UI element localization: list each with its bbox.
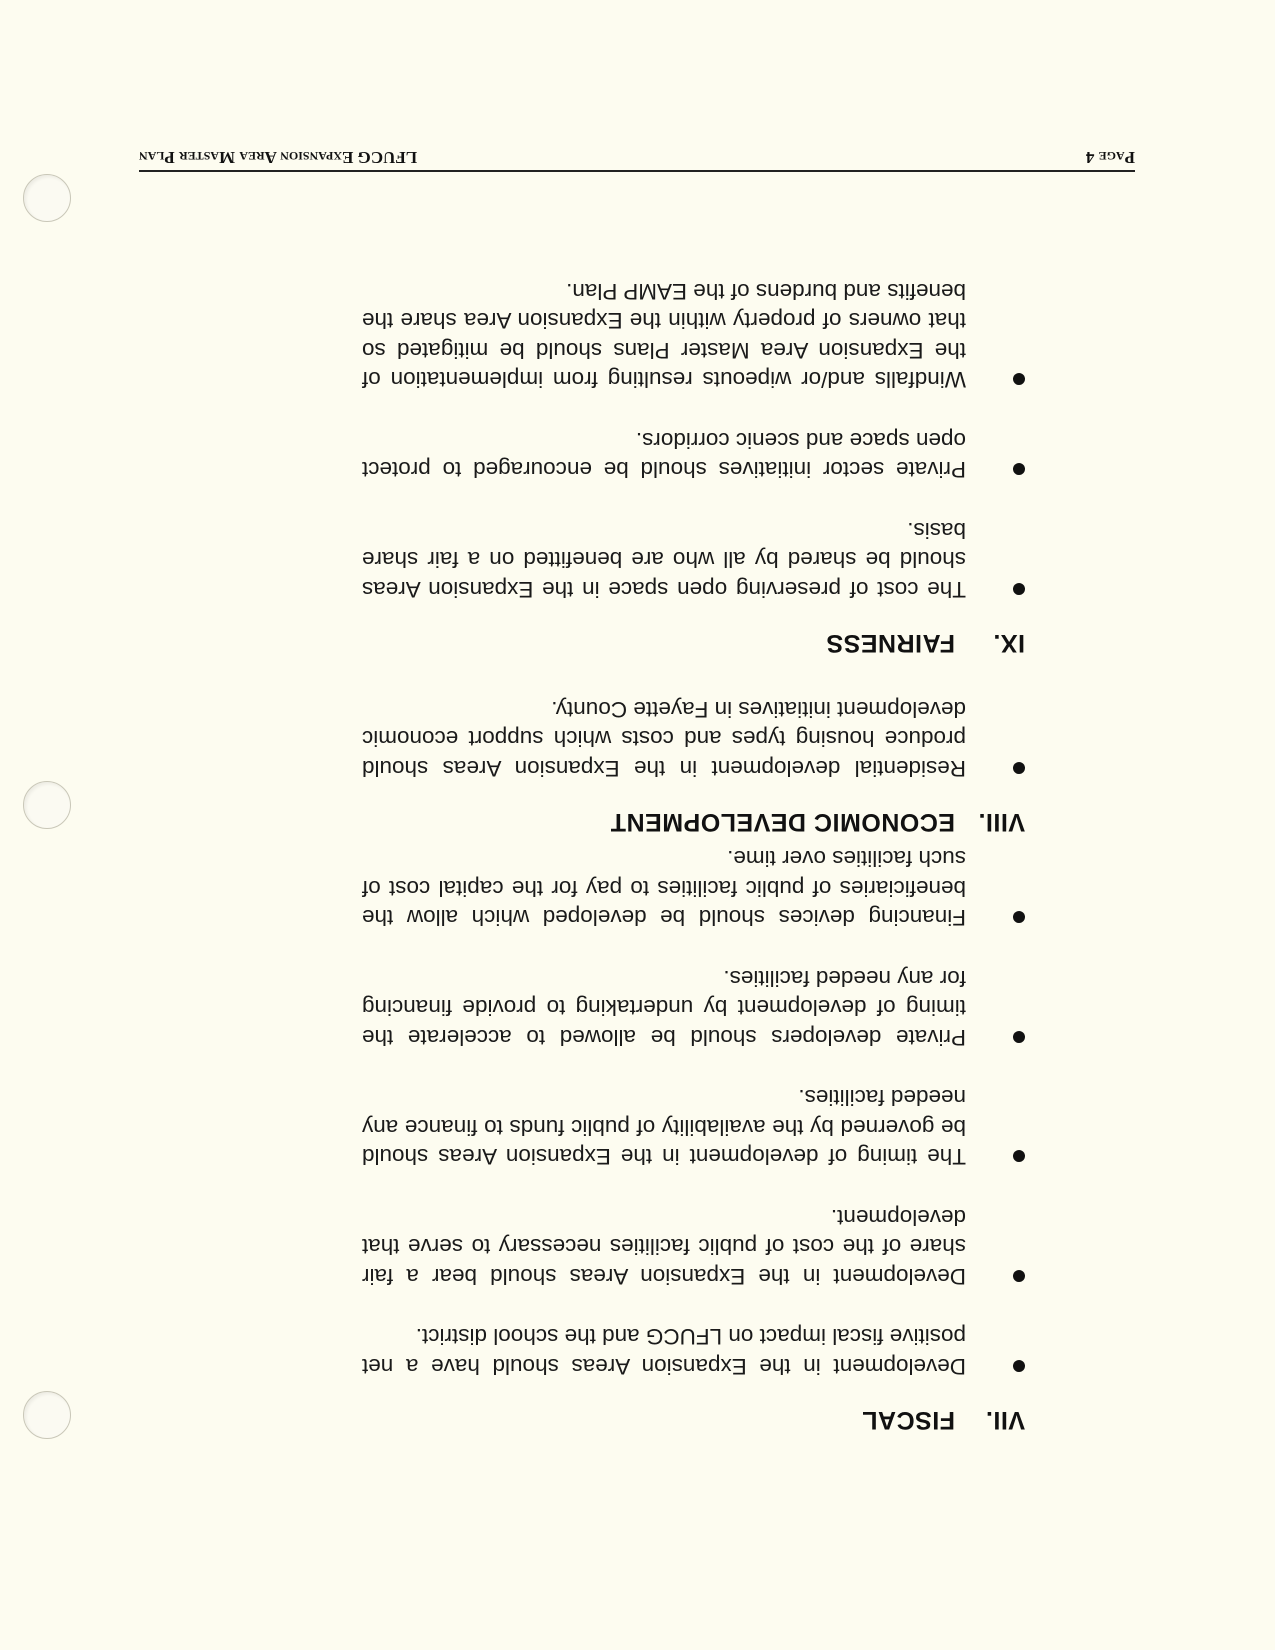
bullet-icon	[1013, 464, 1025, 476]
punch-hole-middle	[23, 781, 71, 829]
bullet-text: Residential development in the Expansion Areas should produce housing types and costs which support economic development initiatives in Fayette County.	[362, 697, 966, 781]
bullet-text: The cost of preserving open space in the Expansion Areas should be shared by all who are benefitted on a fair share basis.	[362, 518, 966, 602]
bullet-icon	[1013, 1360, 1025, 1372]
punch-hole-bottom	[23, 174, 71, 222]
list-item	[225, 277, 1025, 395]
section-economic-development	[225, 664, 1025, 837]
page-number-label: Page 4	[1085, 148, 1135, 167]
list-item	[225, 1322, 1025, 1381]
bullet-text: Financing devices should be developed which allow the beneficiaries of public facilities to pay for the capital cost of such facilities over time.	[362, 846, 966, 931]
section-title: FAIRNESS	[825, 629, 955, 657]
section-title: FISCAL	[861, 1406, 955, 1434]
list-item	[225, 964, 1025, 1053]
section-fairness	[225, 246, 1025, 658]
bullet-list	[225, 277, 1025, 605]
bullet-list	[225, 695, 1025, 784]
document-title: LFUCG Expansion Area Master Plan	[139, 148, 418, 167]
list-item	[225, 1203, 1025, 1292]
bullet-text: Development in the Expansion Areas should have a net positive fiscal impact on LFUCG and the school district.	[362, 1324, 966, 1379]
section-heading	[225, 628, 1025, 657]
punch-hole-top	[23, 1391, 71, 1439]
section-number: VII.	[985, 1406, 1025, 1434]
bullet-list	[225, 844, 1025, 1381]
bullet-icon	[1013, 912, 1025, 924]
bullet-icon	[1013, 374, 1025, 386]
bullet-icon	[1013, 1031, 1025, 1043]
bullet-text: The timing of development in the Expansion Areas should be governed by the availability of public funds to finance any needed facilities.	[362, 1085, 966, 1170]
section-heading	[225, 1405, 1025, 1434]
list-item	[225, 516, 1025, 605]
section-number: IX.	[992, 629, 1025, 657]
section-number: VIII.	[978, 808, 1025, 836]
bullet-text: Private sector initiatives should be encouraged to protect open space and scenic corridors.	[362, 428, 966, 483]
bullet-icon	[1013, 1270, 1025, 1282]
section-fiscal	[225, 813, 1025, 1434]
section-title: ECONOMIC DEVELOPMENT	[610, 808, 955, 836]
bullet-text: Windfalls and/or wipeouts resulting from implementation of the Expansion Area Master Plans should be mitigated so that owners of property within the Expansion Area share the benefits and burdens of the EAMP Plan.	[362, 279, 966, 393]
section-heading	[225, 807, 1025, 836]
list-item	[225, 844, 1025, 933]
list-item	[225, 1083, 1025, 1172]
bullet-icon	[1013, 1151, 1025, 1163]
page-header	[139, 147, 1135, 172]
bullet-text: Private developers should be allowed to accelerate the timing of development by undertaking to provide financing for any needed facilities.	[362, 966, 966, 1050]
list-item	[225, 426, 1025, 485]
bullet-icon	[1013, 583, 1025, 595]
bullet-icon	[1013, 762, 1025, 774]
bullet-text: Development in the Expansion Areas should bear a fair share of the cost of public facilities necessary to serve that development.	[362, 1205, 966, 1289]
list-item	[225, 695, 1025, 784]
